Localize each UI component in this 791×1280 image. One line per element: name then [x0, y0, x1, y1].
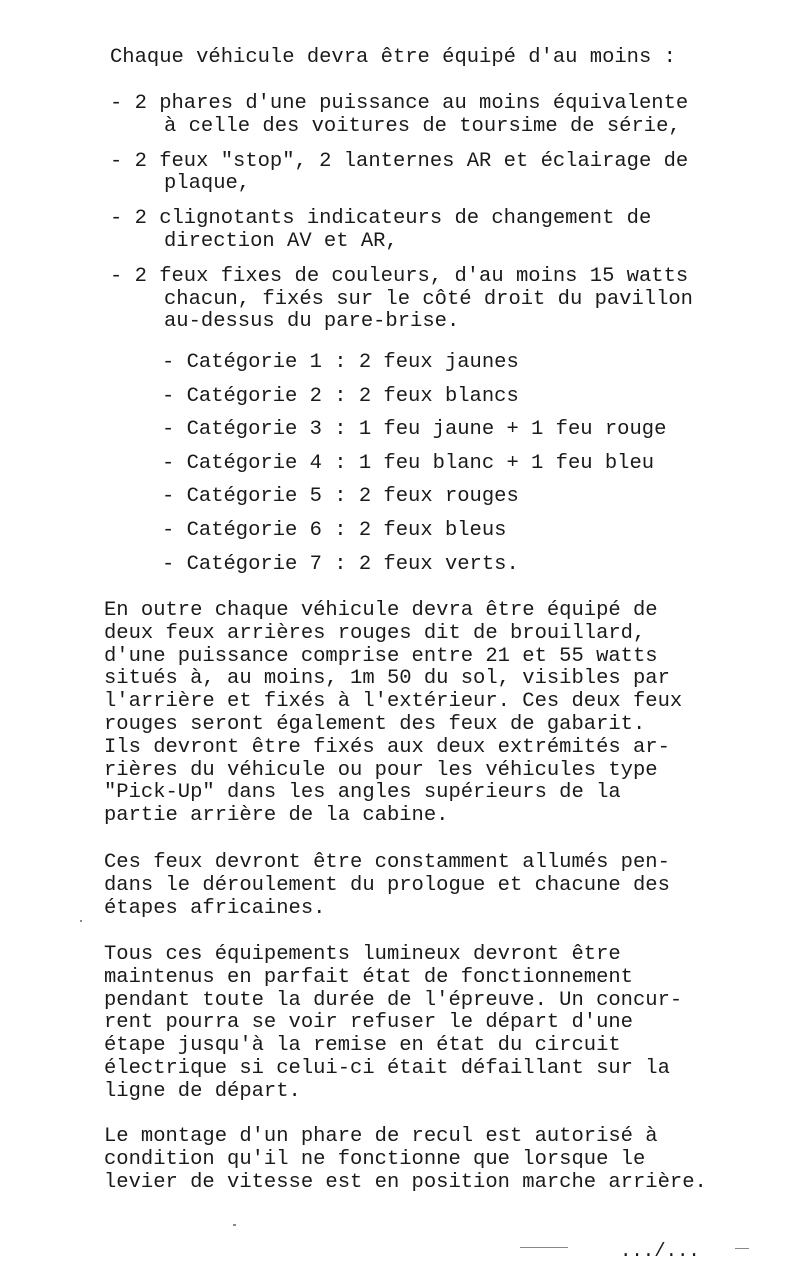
paragraph-line: situés à, au moins, 1m 50 du sol, visibles par [104, 667, 670, 691]
intro-line: Chaque véhicule devra être équipé d'au moins : [110, 46, 676, 69]
paragraph-line: d'une puissance comprise entre 21 et 55 watts [104, 644, 658, 668]
paragraph-reverse-light [104, 1126, 707, 1194]
list-item-line: chacun, fixés sur le côté droit du pavillon [164, 287, 693, 311]
paragraph-line: deux feux arrières rouges dit de brouillard, [104, 621, 646, 645]
paragraph-line: étape jusqu'à la remise en état du circuit [104, 1034, 621, 1058]
category-list [162, 352, 666, 587]
paragraph-line: rent pourra se voir refuser le départ d'une [104, 1011, 633, 1035]
paragraph-line: levier de vitesse est en position marche arrière. [104, 1170, 707, 1194]
paragraph-line: dans le déroulement du prologue et chacune des [104, 873, 670, 897]
category-item: - Catégorie 5 : 2 feux rouges [162, 485, 519, 509]
paragraph-fog-lights [104, 600, 682, 828]
list-item-line: direction AV et AR, [164, 229, 398, 253]
scan-speck [80, 920, 82, 922]
category-item: - Catégorie 2 : 2 feux blancs [162, 384, 519, 408]
list-item-line: à celle des voitures de toursime de série, [164, 114, 681, 138]
paragraph-maintenance [104, 944, 682, 1104]
list-item-line: plaque, [164, 172, 251, 196]
list-item [110, 93, 693, 139]
category-item: - Catégorie 4 : 1 feu blanc + 1 feu bleu [162, 451, 655, 475]
paragraph-line: Tous ces équipements lumineux devront être [104, 943, 621, 966]
list-item [110, 266, 693, 334]
paragraph-line: l'arrière et fixés à l'extérieur. Ces deux feux [104, 690, 683, 714]
scan-speck [735, 1248, 749, 1249]
equipment-list [110, 93, 693, 346]
paragraph-line: rières du véhicule ou pour les véhicules type [104, 758, 658, 782]
list-item-line: - 2 feux fixes de couleurs, d'au moins 15 watts [110, 264, 689, 288]
category-item: - Catégorie 7 : 2 feux verts. [162, 552, 519, 576]
paragraph-line: étapes africaines. [104, 896, 326, 920]
list-item-line: - 2 clignotants indicateurs de changement de [110, 207, 652, 231]
paragraph-line: condition qu'il ne fonctionne que lorsque le [104, 1147, 646, 1171]
paragraph-line: ligne de départ. [104, 1079, 301, 1103]
paragraph-line: partie arrière de la cabine. [104, 804, 449, 828]
scan-speck [520, 1247, 568, 1248]
list-item-line: au-dessus du pare-brise. [164, 310, 460, 334]
paragraph-line: "Pick-Up" dans les angles supérieurs de la [104, 781, 621, 805]
paragraph-line: En outre chaque véhicule devra être équipé de [104, 599, 658, 622]
paragraph-line: maintenus en parfait état de fonctionnement [104, 965, 633, 989]
paragraph-line: Le montage d'un phare de recul est autorisé à [104, 1125, 658, 1148]
category-item: - Catégorie 6 : 2 feux bleus [162, 518, 507, 542]
list-item-line: - 2 feux "stop", 2 lanternes AR et éclairage de [110, 149, 689, 173]
paragraph-line: Ces feux devront être constamment allumés pen- [104, 851, 670, 874]
list-item [110, 208, 693, 254]
paragraph-line: électrique si celui-ci était défaillant sur la [104, 1056, 670, 1080]
category-item: - Catégorie 1 : 2 feux jaunes [162, 351, 519, 374]
paragraph-line: rouges seront également des feux de gabarit. [104, 712, 646, 736]
list-item [110, 151, 693, 197]
paragraph-always-on [104, 852, 670, 920]
list-item-line: - 2 phares d'une puissance au moins équivalente [110, 92, 689, 115]
paragraph-line: pendant toute la durée de l'épreuve. Un concur- [104, 988, 683, 1012]
paragraph-line: Ils devront être fixés aux deux extrémités ar- [104, 735, 670, 759]
scan-speck [233, 1224, 236, 1226]
category-item: - Catégorie 3 : 1 feu jaune + 1 feu rouge [162, 418, 667, 442]
continuation-mark: .../... [620, 1240, 700, 1262]
